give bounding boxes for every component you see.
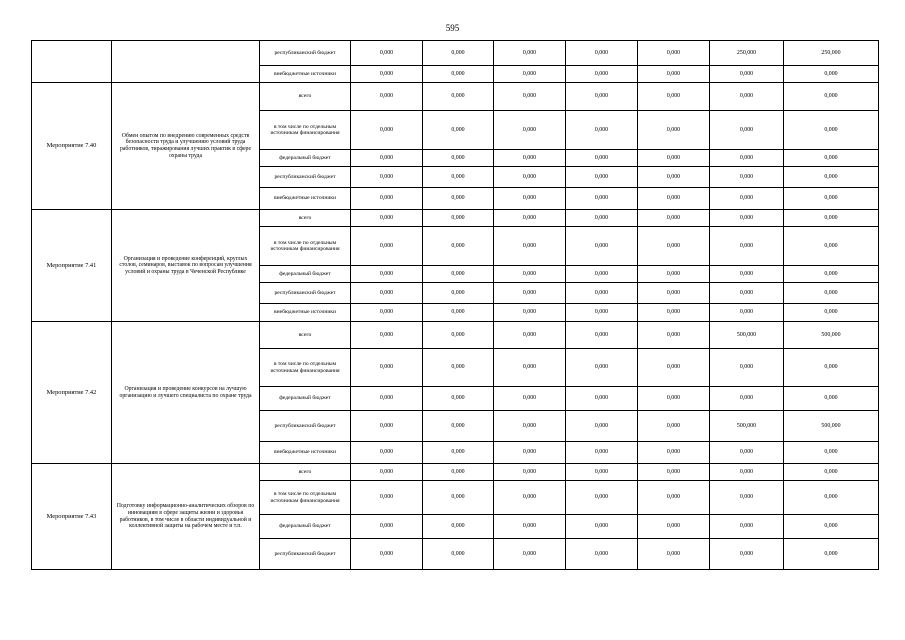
value-cell: 0,000 [566,387,638,411]
table-row [32,210,879,227]
value-cell: 0,000 [638,283,710,304]
value-cell: 0,000 [566,266,638,283]
value-cell: 0,000 [423,150,494,167]
measure-code: Мероприятие 7.42 [32,322,112,464]
value-cell: 0,000 [784,167,879,188]
measure-description: Организация и проведение конкурсов на лучшую организацию и лучшего специалиста по охране труда [112,322,260,464]
value-cell: 0,000 [494,349,566,387]
value-cell: 0,000 [351,349,423,387]
value-cell: 0,000 [638,210,710,227]
value-cell: 0,000 [423,41,494,66]
value-cell: 0,000 [638,481,710,515]
value-cell: 0,000 [351,387,423,411]
value-cell: 0,000 [638,539,710,570]
value-cell: 0,000 [638,322,710,349]
value-cell: 250,000 [710,41,784,66]
table-row [32,322,879,349]
value-cell: 0,000 [566,464,638,481]
value-cell: 0,000 [423,111,494,150]
value-cell: 500,000 [710,411,784,442]
value-cell: 0,000 [784,515,879,539]
value-cell: 0,000 [710,481,784,515]
measure-code: Мероприятие 7.41 [32,210,112,322]
value-cell: 0,000 [638,349,710,387]
value-cell: 0,000 [494,111,566,150]
value-cell: 0,000 [638,411,710,442]
value-cell: 0,000 [638,464,710,481]
funding-source: всего [260,464,351,481]
value-cell: 0,000 [710,387,784,411]
value-cell: 0,000 [710,66,784,83]
funding-source: республиканский бюджет [260,167,351,188]
value-cell: 0,000 [638,188,710,210]
value-cell: 0,000 [784,442,879,464]
value-cell: 500,000 [710,322,784,349]
value-cell: 0,000 [494,539,566,570]
value-cell: 0,000 [638,442,710,464]
value-cell: 0,000 [351,515,423,539]
value-cell: 0,000 [423,322,494,349]
funding-source: федеральный бюджет [260,266,351,283]
value-cell: 0,000 [423,210,494,227]
value-cell: 0,000 [710,167,784,188]
value-cell: 0,000 [566,227,638,266]
value-cell: 0,000 [566,83,638,111]
value-cell: 0,000 [351,66,423,83]
value-cell: 0,000 [494,481,566,515]
measure-code-empty [32,41,112,83]
value-cell: 0,000 [566,539,638,570]
value-cell: 0,000 [710,464,784,481]
value-cell: 0,000 [710,227,784,266]
value-cell: 0,000 [351,227,423,266]
value-cell: 0,000 [494,66,566,83]
funding-source: республиканский бюджет [260,539,351,570]
value-cell: 0,000 [494,41,566,66]
value-cell: 0,000 [566,442,638,464]
value-cell: 0,000 [710,442,784,464]
value-cell: 0,000 [638,111,710,150]
funding-source: в том числе по отдельным источникам финансирования [260,227,351,266]
value-cell: 0,000 [423,266,494,283]
funding-source: внебюджетные источники [260,304,351,322]
funding-source: в том числе по отдельным источникам финансирования [260,111,351,150]
value-cell: 0,000 [638,304,710,322]
measure-description: Подготовку информационно-аналитических обзоров по инновациям в сфере защиты жизни и здоровья работников, в том числе в области индивидуальной и коллективной защиты на рабочем месте и т.п. [112,464,260,570]
value-cell: 0,000 [351,481,423,515]
value-cell: 0,000 [423,167,494,188]
value-cell: 0,000 [710,283,784,304]
funding-source: всего [260,322,351,349]
value-cell: 0,000 [710,349,784,387]
value-cell: 0,000 [351,83,423,111]
funding-source: внебюджетные источники [260,66,351,83]
measure-description: Организация и проведение конференций, круглых столов, семинаров, выставок по вопросам улучшения условий и охраны труда в Чеченской Республике [112,210,260,322]
value-cell: 0,000 [638,266,710,283]
value-cell: 0,000 [423,387,494,411]
table-row [32,41,879,66]
value-cell: 0,000 [566,167,638,188]
value-cell: 0,000 [351,266,423,283]
funding-source: внебюджетные источники [260,188,351,210]
value-cell: 0,000 [494,442,566,464]
value-cell: 0,000 [494,227,566,266]
value-cell: 0,000 [351,167,423,188]
value-cell: 0,000 [566,349,638,387]
value-cell: 0,000 [423,304,494,322]
funding-source: федеральный бюджет [260,387,351,411]
value-cell: 0,000 [566,111,638,150]
value-cell: 0,000 [638,83,710,111]
value-cell: 0,000 [351,464,423,481]
value-cell: 0,000 [638,41,710,66]
value-cell: 0,000 [351,442,423,464]
funding-source: республиканский бюджет [260,411,351,442]
value-cell: 500,000 [784,411,879,442]
value-cell: 0,000 [423,411,494,442]
value-cell: 0,000 [638,387,710,411]
value-cell: 0,000 [784,349,879,387]
value-cell: 0,000 [784,150,879,167]
value-cell: 0,000 [638,150,710,167]
funding-source: в том числе по отдельным источникам финансирования [260,349,351,387]
value-cell: 0,000 [710,210,784,227]
value-cell: 0,000 [566,41,638,66]
value-cell: 0,000 [351,150,423,167]
value-cell: 0,000 [566,283,638,304]
value-cell: 0,000 [784,387,879,411]
value-cell: 0,000 [423,283,494,304]
funding-source: федеральный бюджет [260,150,351,167]
value-cell: 0,000 [423,83,494,111]
value-cell: 0,000 [423,539,494,570]
value-cell: 0,000 [710,539,784,570]
page-number: 595 [445,23,460,33]
value-cell: 0,000 [784,210,879,227]
value-cell: 0,000 [494,210,566,227]
value-cell: 0,000 [784,539,879,570]
measure-code: Мероприятие 7.43 [32,464,112,570]
value-cell: 0,000 [784,304,879,322]
value-cell: 0,000 [710,111,784,150]
value-cell: 0,000 [494,304,566,322]
value-cell: 0,000 [566,150,638,167]
funding-source: в том числе по отдельным источникам финансирования [260,481,351,515]
value-cell: 0,000 [494,83,566,111]
value-cell: 0,000 [784,83,879,111]
value-cell: 0,000 [494,322,566,349]
value-cell: 0,000 [566,188,638,210]
value-cell: 0,000 [351,210,423,227]
value-cell: 0,000 [423,481,494,515]
funding-source: всего [260,210,351,227]
value-cell: 0,000 [710,188,784,210]
value-cell: 0,000 [566,481,638,515]
value-cell: 0,000 [351,322,423,349]
value-cell: 0,000 [351,41,423,66]
value-cell: 0,000 [494,167,566,188]
value-cell: 0,000 [423,66,494,83]
value-cell: 0,000 [566,210,638,227]
value-cell: 0,000 [494,283,566,304]
value-cell: 0,000 [710,83,784,111]
value-cell: 0,000 [423,349,494,387]
value-cell: 0,000 [566,515,638,539]
value-cell: 0,000 [784,464,879,481]
table-row [32,464,879,481]
measure-code: Мероприятие 7.40 [32,83,112,210]
value-cell: 0,000 [494,266,566,283]
value-cell: 0,000 [494,411,566,442]
value-cell: 0,000 [784,481,879,515]
value-cell: 0,000 [784,227,879,266]
value-cell: 0,000 [351,188,423,210]
value-cell: 0,000 [423,188,494,210]
value-cell: 0,000 [784,66,879,83]
value-cell: 0,000 [638,66,710,83]
value-cell: 0,000 [423,442,494,464]
funding-source: всего [260,83,351,111]
funding-source: республиканский бюджет [260,283,351,304]
value-cell: 0,000 [638,515,710,539]
measure-description: Обмен опытом по внедрению современных средств безопасности труда и улучшению условий труда работников, тиражирования лучших практик в сфере охраны труда [112,83,260,210]
value-cell: 0,000 [566,66,638,83]
value-cell: 500,000 [784,322,879,349]
table-row [32,83,879,111]
value-cell: 0,000 [494,387,566,411]
value-cell: 0,000 [351,283,423,304]
measure-description-empty [112,41,260,83]
value-cell: 0,000 [351,539,423,570]
funding-source: федеральный бюджет [260,515,351,539]
value-cell: 0,000 [351,111,423,150]
value-cell: 250,000 [784,41,879,66]
value-cell: 0,000 [710,266,784,283]
value-cell: 0,000 [784,283,879,304]
value-cell: 0,000 [784,188,879,210]
value-cell: 0,000 [423,227,494,266]
value-cell: 0,000 [566,322,638,349]
funding-source: внебюджетные источники [260,442,351,464]
budget-table [31,40,879,570]
value-cell: 0,000 [710,515,784,539]
value-cell: 0,000 [423,515,494,539]
funding-source: республиканский бюджет [260,41,351,66]
value-cell: 0,000 [784,266,879,283]
value-cell: 0,000 [423,464,494,481]
value-cell: 0,000 [494,188,566,210]
value-cell: 0,000 [710,150,784,167]
value-cell: 0,000 [566,304,638,322]
value-cell: 0,000 [494,464,566,481]
value-cell: 0,000 [710,304,784,322]
value-cell: 0,000 [494,150,566,167]
value-cell: 0,000 [784,111,879,150]
value-cell: 0,000 [494,515,566,539]
value-cell: 0,000 [351,411,423,442]
value-cell: 0,000 [638,227,710,266]
value-cell: 0,000 [351,304,423,322]
value-cell: 0,000 [638,167,710,188]
value-cell: 0,000 [566,411,638,442]
